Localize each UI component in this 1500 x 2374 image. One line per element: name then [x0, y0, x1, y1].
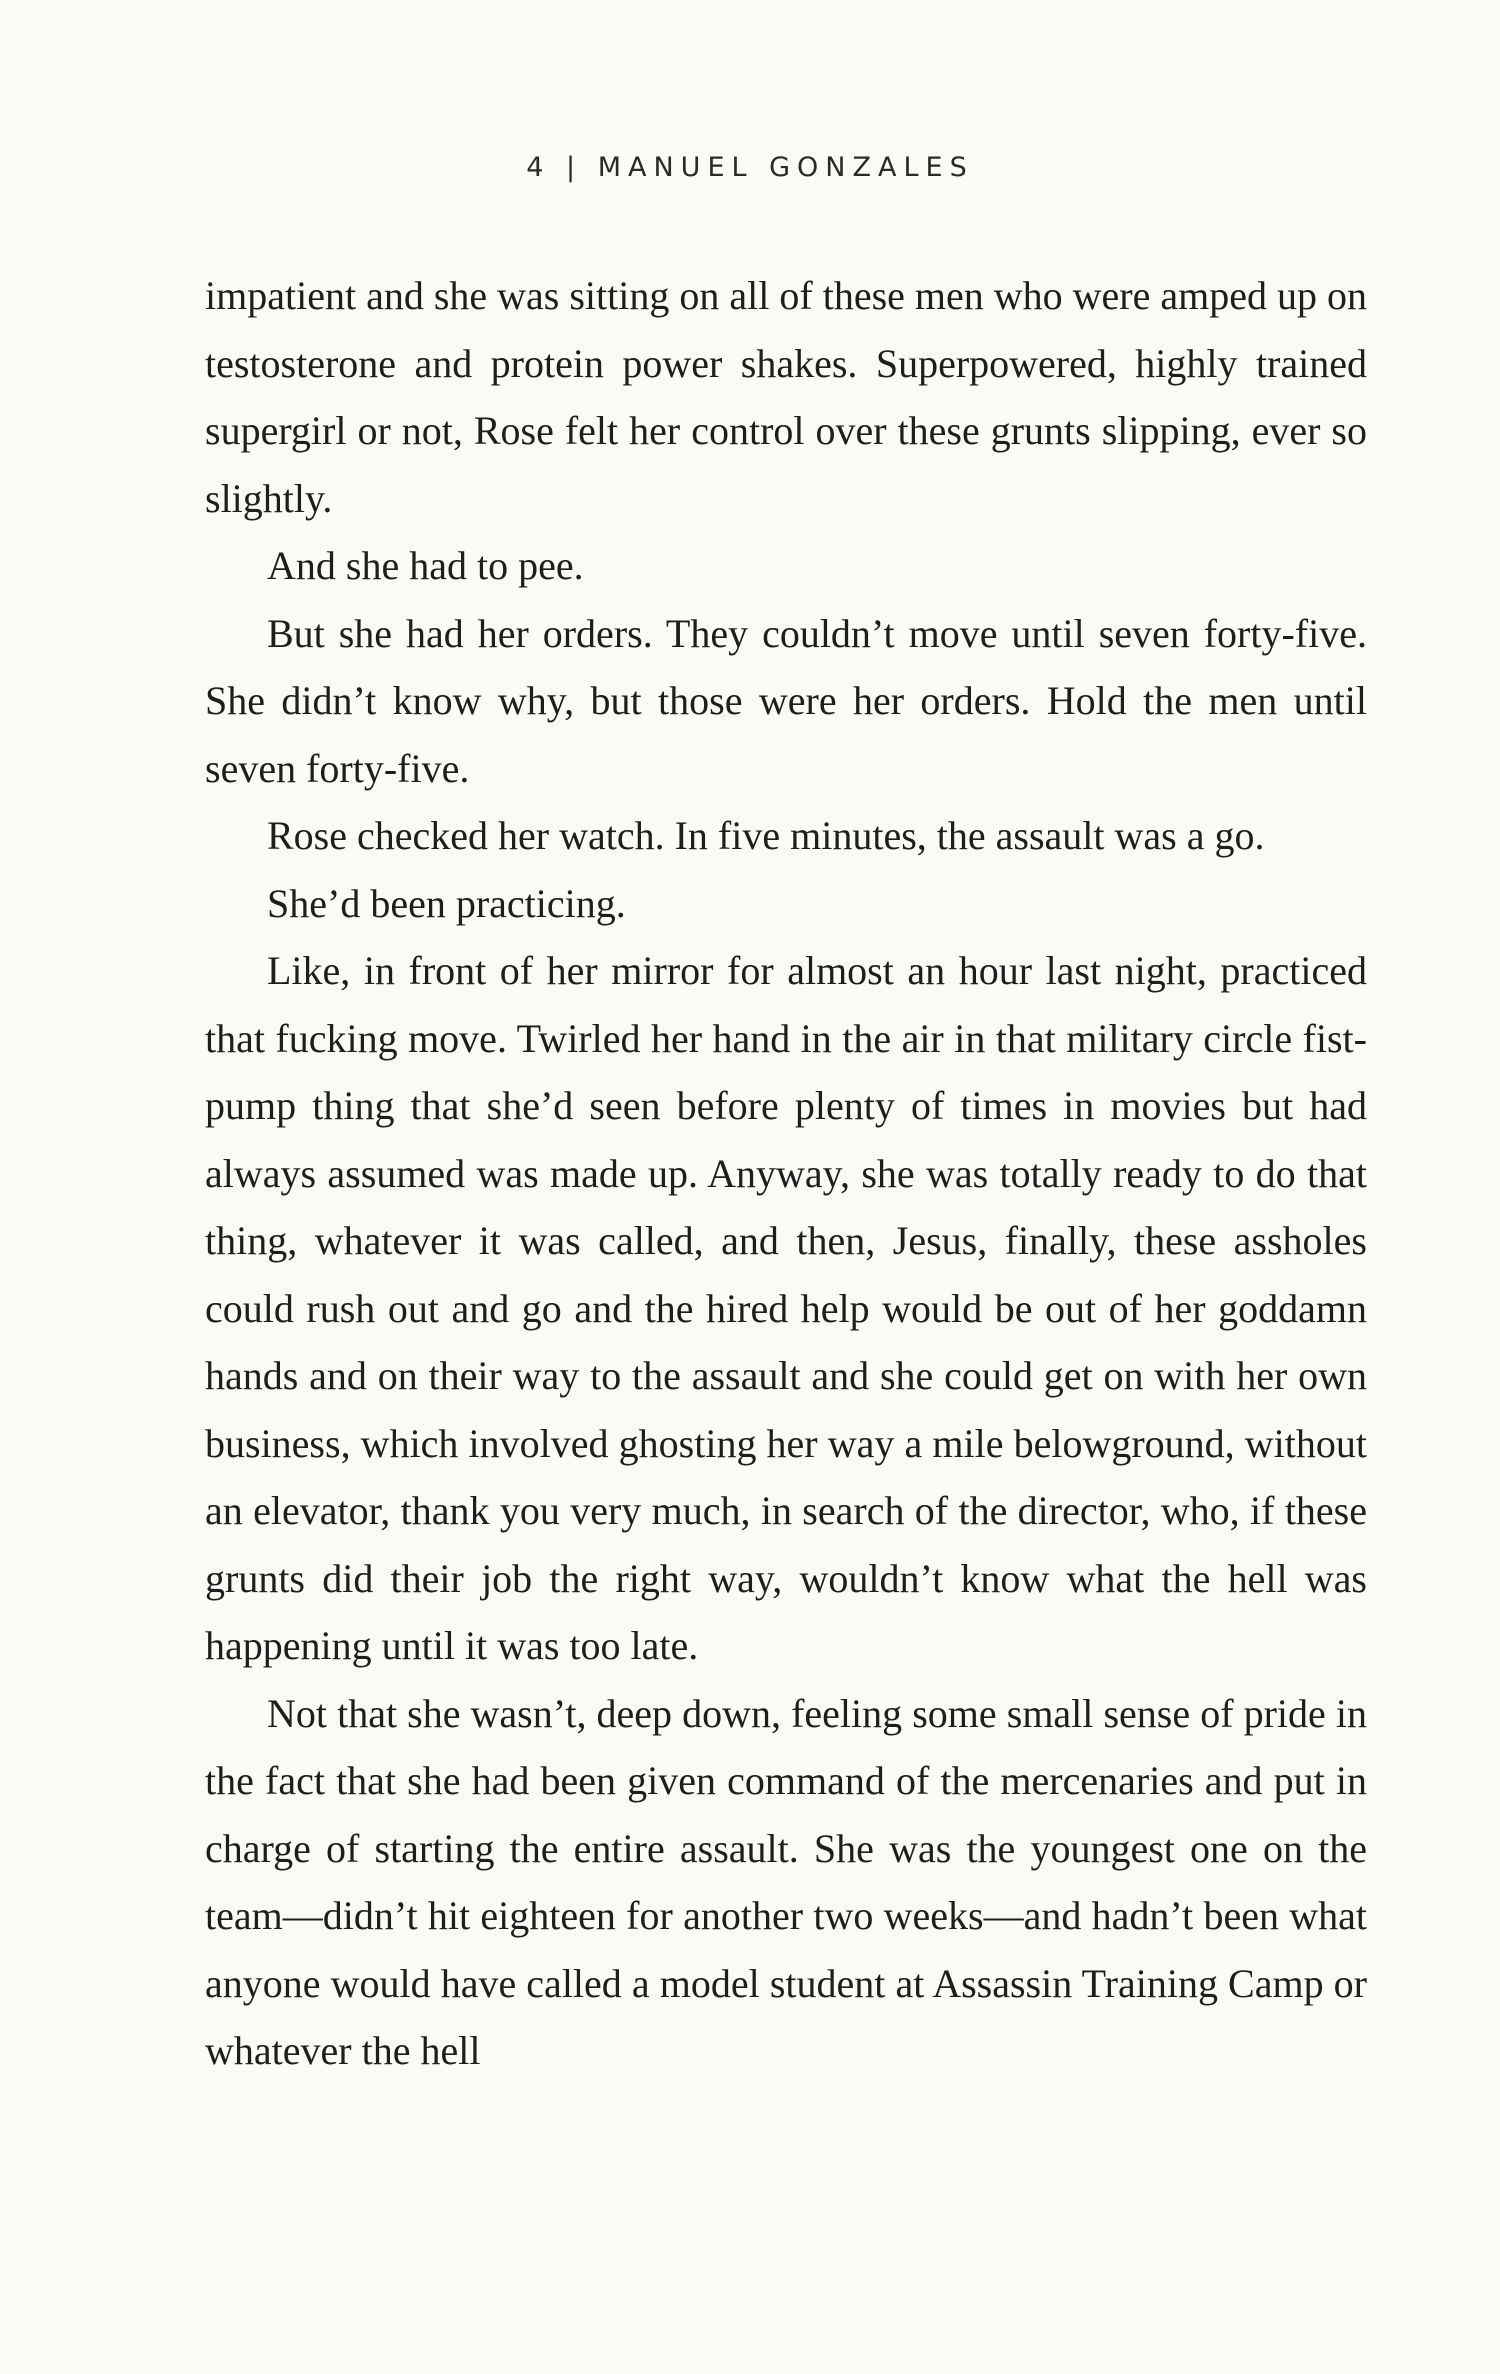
- paragraph: Like, in front of her mirror for almost an hour last night, practiced that fucking move. Twirled her hand in the air in that military circle fist-pump thing that she’d seen before plenty of times in movies but had always assumed was made up. Anyway, she was totally ready to do that thing, whatever it was called, and then, Jesus, finally, these assholes could rush out and go and the hired help would be out of her goddamn hands and on their way to the assault and she could get on with her own business, which involved ghosting her way a mile belowground, without an elevator, thank you very much, in search of the director, who, if these grunts did their job the right way, wouldn’t know what the hell was happening until it was too late.: [205, 948, 1367, 1668]
- running-head: 4 | MANUEL GONZALES: [526, 152, 974, 183]
- paragraph: And she had to pee.: [267, 543, 584, 588]
- paragraph: But she had her orders. They couldn’t move until seven forty-five. She didn’t know why, but those were her orders. Hold the men until seven forty-five.: [205, 610, 1367, 791]
- paragraph: Not that she wasn’t, deep down, feeling some small sense of pride in the fact that she had been given command of the mercenaries and put in charge of starting the entire assault. She was the youngest one on the team—didn’t hit eighteen for another two weeks—and hadn’t been what anyone would have called a model student at Assassin Training Camp or whatever the hell: [205, 1690, 1367, 2073]
- paragraph: Rose checked her watch. In five minutes, the assault was a go.: [267, 813, 1265, 858]
- paragraph: She’d been practicing.: [267, 880, 626, 926]
- paragraph-continued: impatient and she was sitting on all of these men who were amped up on testosterone and protein power shakes. Superpowered, highly trained supergirl or not, Rose felt her control over these grunts slipping, ever so slightly.: [205, 273, 1367, 521]
- body-text: [205, 262, 1367, 2085]
